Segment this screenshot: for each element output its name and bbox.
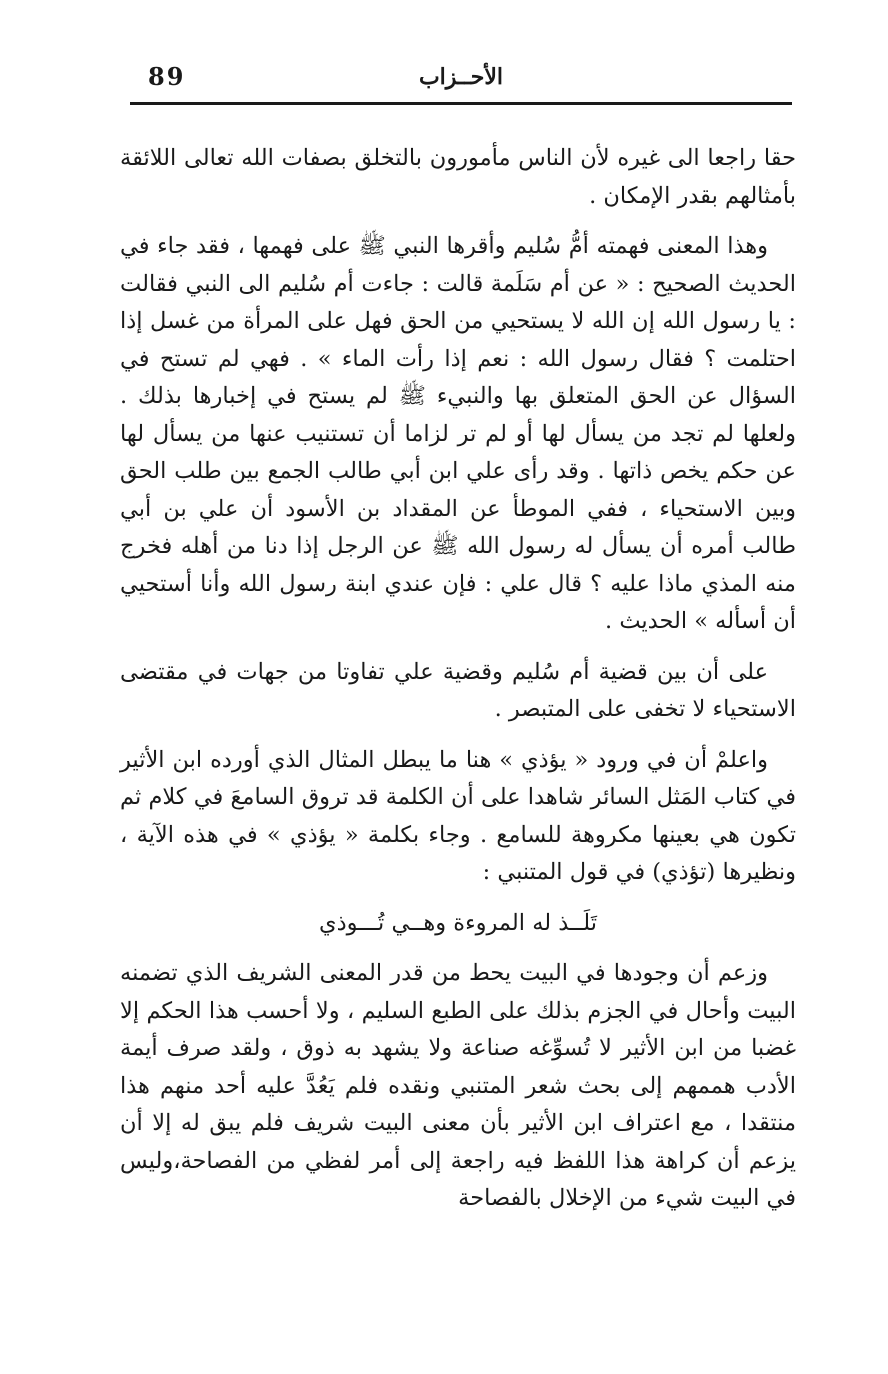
chapter-title: الأحــزاب (418, 64, 504, 90)
page-number: 89 (148, 62, 186, 91)
running-header (130, 62, 792, 102)
page-body (120, 140, 796, 1231)
paragraph: حقا راجعا الى غيره لأن الناس مأمورون بالتخلق بصفات الله تعالى اللائقة بأمثالهم بقدر الإمكان . (120, 145, 796, 209)
poetry-verse: تَلَــذ له المروءة وهــي تُـــوذي (319, 909, 597, 936)
paragraph: على أن بين قضية أم سُليم وقضية علي تفاوتا من جهات في مقتضى الاستحياء لا تخفى على المتبصر . (120, 658, 796, 722)
paragraph: وهذا المعنى فهمته أمُّ سُليم وأقرها النبي ﷺ على فهمها ، فقد جاء في الحديث الصحيح : « عن أم سَلَمة قالت : جاءت أم سُليم الى النبي فقالت : يا رسول الله إن الله لا يستحيي من الحق فهل على المرأة من غسل إذا احتلمت ؟ فقال رسول الله : نعم إذا رأت الماء » . فهي لم تستح في السؤال عن الحق المتعلق بها والنبيء ﷺ لم يستح في إخبارها بذلك . ولعلها لم تجد من يسأل لها أو لم تر لزاما أن تستنيب عنها من يسأل لها عن حكم يخص ذاتها . وقد رأى علي ابن أبي طالب الجمع بين طلب الحق وبين الاستحياء ، ففي الموطأ عن المقداد بن الأسود أن علي بن أبي طالب أمره أن يسأل له رسول الله ﷺ عن الرجل إذا دنا من أهله فخرج منه المذي ماذا عليه ؟ قال علي : فإن عندي ابنة رسول الله وأنا أستحيي أن أسأله » الحديث . (120, 233, 796, 634)
header-rule (130, 102, 792, 105)
paragraph: وزعم أن وجودها في البيت يحط من قدر المعنى الشريف الذي تضمنه البيت وأحال في الجزم بذلك على الطبع السليم ، ولا أحسب هذا الحكم إلا غضبا من ابن الأثير لا تُسوِّغه صناعة ولا يشهد به ذوق ، ولقد صرف أيمة الأدب هممهم إلى بحث شعر المتنبي ونقده فلم يَعُدَّ عليه أحد منهم هذا منتقدا ، مع اعتراف ابن الأثير بأن معنى البيت شريف فلم يبق له إلا أن يزعم أن كراهة هذا اللفظ فيه راجعة إلى أمر لفظي من الفصاحة،وليس في البيت شيء من الإخلال بالفصاحة (120, 960, 796, 1211)
paragraph: واعلمْ أن في ورود « يؤذي » هنا ما يبطل المثال الذي أورده ابن الأثير في كتاب المَثل السائر شاهدا على أن الكلمة قد تروق السامعَ في كلام ثم تكون هي بعينها مكروهة للسامع . وجاء بكلمة « يؤذي » في هذه الآية ، ونظيرها (تؤذي) في قول المتنبي : (120, 746, 796, 885)
